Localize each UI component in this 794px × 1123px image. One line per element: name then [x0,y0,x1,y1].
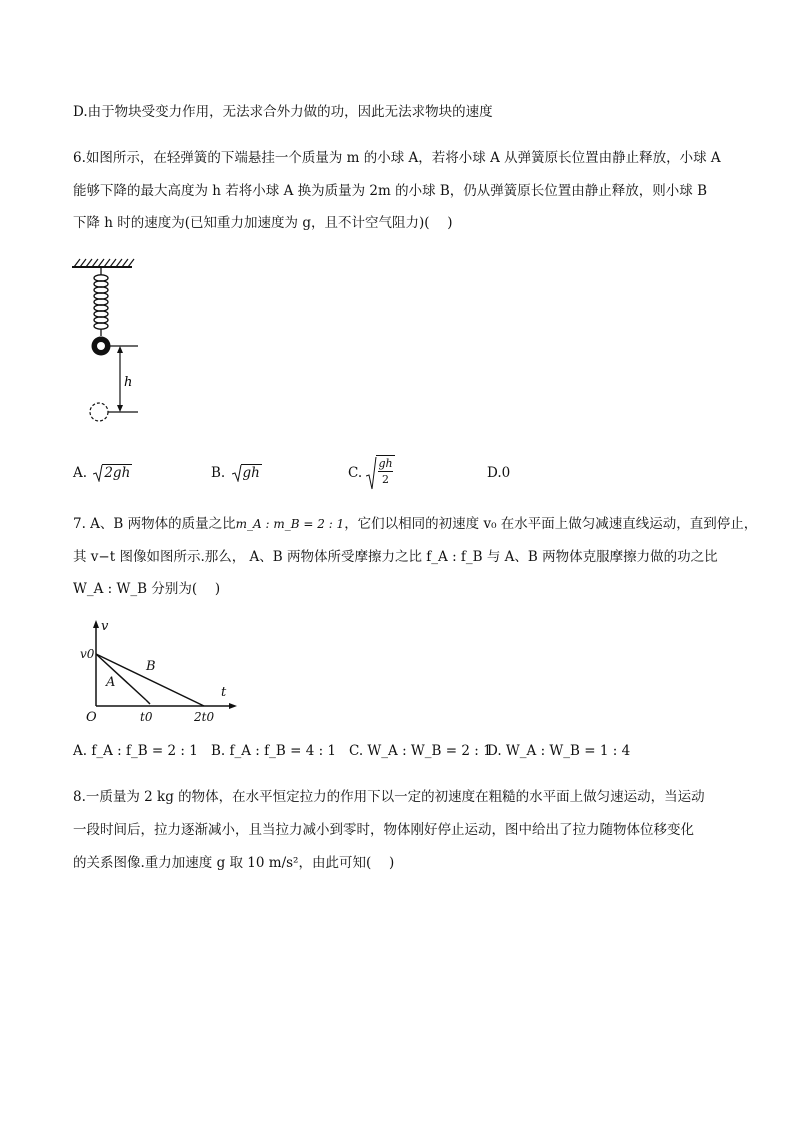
q7-option-c[interactable]: C. W_A : W_B = 2 : 1 [349,743,492,759]
q7-text-line3: W_A : W_B 分别为( ) [73,581,221,597]
q6-option-d[interactable]: D.0 [487,465,511,481]
q6-option-a[interactable] [73,463,132,483]
line-a [96,654,146,700]
q7-option-a[interactable]: A. f_A : f_B = 2 : 1 [73,743,198,759]
sqrt-2gh: 2gh [93,463,132,483]
2t0-label: 2t0 [194,710,215,724]
q7-text-line1: 7. A、B 两物体的质量之比m_A : m_B = 2 : 1，它们以相同的初速度 v₀ 在水平面上做匀减速直线运动，直到停止， [73,516,758,532]
t0-label: t0 [140,710,153,724]
q6-text-line2: 能够下降的最大高度为 h 若将小球 A 换为质量为 2m 的小球 B，仍从弹簧原长位置由静止释放，则小球 B [73,183,708,199]
q8-text-line1: 8.一质量为 2 kg 的物体，在水平恒定拉力的作用下以一定的初速度在粗糙的水平面上做匀速运动，当运动 [73,789,705,805]
spring-coils [94,275,108,329]
q6-option-c[interactable] [348,455,395,491]
q5-option-d: D.由于物块受变力作用，无法求合外力做的功，因此无法求物块的速度 [73,104,493,120]
ceiling-hatch [74,259,134,267]
q7-vt-graph [76,618,246,728]
sqrt-gh-over-2: $\frac{gh}{2}$ [366,455,394,489]
v-axis-label: v [101,619,109,634]
sqrt-gh: gh [232,463,262,483]
sqrt-icon [366,456,377,490]
ball-dashed [90,403,108,421]
label-h: h [124,375,133,390]
option-b-prefix: B. [211,465,226,481]
v0-label: v0 [80,647,95,661]
sqrt-icon [232,464,242,482]
q6-text-line1: 6.如图所示，在轻弹簧的下端悬挂一个质量为 m 的小球 A，若将小球 A 从弹簧原长位置由静止释放，小球 A [73,150,721,166]
q7-text-line2: 其 v−t 图像如图所示.那么， A、B 两物体所受摩擦力之比 f_A : f_B 与 A、B 两物体克服摩擦力做的功之比 [73,549,718,565]
t-axis-label: t [221,685,227,700]
q6-text-line3: 下降 h 时的速度为(已知重力加速度为 g，且不计空气阻力)( ) [73,215,453,231]
label-b: B [146,659,156,674]
q6-option-b[interactable] [211,463,262,483]
origin-label: O [86,710,97,725]
q8-text-line3: 的关系图像.重力加速度 g 取 10 m/s²，由此可知( ) [73,855,395,871]
v-axis-arrow [93,620,99,628]
q8-text-line2: 一段时间后，拉力逐渐减小，且当拉力减小到零时，物体刚好停止运动，图中给出了拉力随物体位移变化 [73,822,694,838]
sqrt-icon [93,464,103,482]
q7-option-d[interactable]: D. W_A : W_B = 1 : 4 [487,743,631,759]
q7-option-b[interactable]: B. f_A : f_B = 4 : 1 [211,743,337,759]
option-c-prefix: C. [348,465,363,481]
option-a-prefix: A. [73,465,88,481]
label-a: A [106,675,116,690]
t-axis-arrow [229,703,237,709]
q6-spring-figure [66,255,156,425]
